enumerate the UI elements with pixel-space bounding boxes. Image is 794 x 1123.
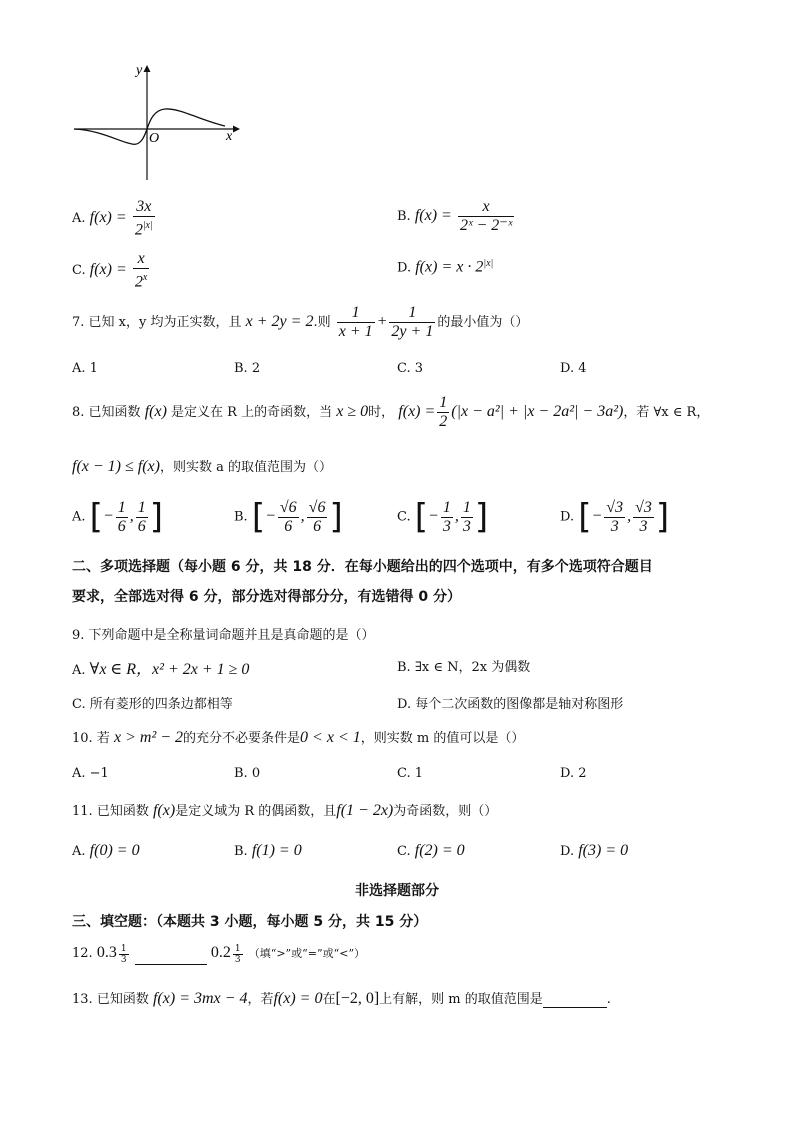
q6-option-a[interactable] [72,198,157,239]
y-axis-label: y [136,63,143,78]
function-expr: f(x) = 3mx − 4 [152,990,248,1007]
den-base: 2 [134,273,143,291]
option-expr: f(x) = [89,209,127,227]
option-letter: A. [72,211,86,227]
left-bracket: [ [578,497,592,537]
question-7 [72,304,528,341]
option-expr: f(x) = [89,261,127,279]
option-letter: C. [397,844,411,859]
question-text: 已知函数 [88,405,141,420]
numerator: x [458,198,514,217]
function-rhs: (|x − a²| + |x − 2a²| − 3a²) [451,403,624,420]
numerator: 1 [439,394,448,411]
answer-blank[interactable] [543,993,607,1008]
denominator: 3 [234,955,241,965]
option-letter: A. [72,663,86,678]
question-number: 11. [72,804,93,819]
right-bracket: ] [474,497,489,537]
numerator: x [133,250,149,269]
numerator: 1 [120,944,127,954]
answer-blank[interactable] [135,950,207,965]
question-text: 为奇函数，则（） [393,804,498,819]
interval-low [116,499,128,536]
option-expr: f(x) = [414,207,452,224]
q8-option-d[interactable]: D. [− $\frac{√3}{3}$ , $\frac{√3}{3}$ ] [560,497,670,537]
denominator: x + 1 [338,323,373,340]
option-letter: B. [234,509,248,525]
left-bracket: [ [251,497,266,537]
option-expr: f(3) = 0 [578,842,629,859]
exponent-2 [233,944,243,965]
numerator: 3x [133,198,155,217]
denominator: 6 [313,517,322,535]
function-lhs: f(x) = [398,403,436,420]
denominator: 3 [610,517,619,535]
q9-option-b[interactable] [397,656,530,675]
x-axis-label: x [226,129,233,144]
denominator: 6 [117,517,126,535]
q6-option-b[interactable] [397,198,516,235]
denominator: 3 [120,955,127,965]
question-number: 13. [72,992,93,1007]
q9-option-d[interactable]: D. 每个二次函数的图像都是轴对称图形 [397,697,624,712]
q7-option-a[interactable]: A. 1 [72,361,98,376]
numerator: 1 [442,498,451,516]
fraction-2 [389,304,435,341]
q10-option-c[interactable]: C. 1 [397,766,424,781]
period: . [606,992,611,1007]
exponent-1 [119,944,129,965]
numerator: 1 [462,498,471,516]
option-letter: A. [72,844,86,859]
option-expr: f(1) = 0 [251,842,302,859]
denominator: 6 [284,517,293,535]
question-text: 是定义在 R 上的奇函数，当 [171,405,333,420]
option-expr: f(2) = 0 [414,842,465,859]
option-expr: f(x) = x · 2 [415,258,484,276]
base-1: 0.3 [96,944,117,961]
numerator: 1 [117,498,126,516]
q11-option-d[interactable] [560,842,628,860]
option-letter: B. [397,660,411,675]
option-letter: D. [397,260,412,276]
q8-option-b[interactable]: B. [− $\frac{√6}{6}$ , $\frac{√6}{6}$ ] [234,497,343,537]
question-number: 12. [72,946,93,961]
option-letter: B. [234,844,248,859]
denominator: 2 [439,413,448,430]
function-expr-2: f(1 − 2x) [336,802,394,819]
denominator [133,217,155,239]
q9-option-a[interactable] [72,656,249,679]
denominator: 2ˣ − 2⁻ˣ [459,217,513,234]
fill-hint: （填“>”或“=”或“<”） [248,947,366,960]
q8-option-c[interactable]: C. [− $\frac{1}{3}$ , $\frac{1}{3}$ ] [397,497,489,537]
numerator: √6 [308,498,326,516]
numerator: √3 [635,498,652,516]
condition-expr: x > m² − 2 [113,729,184,746]
origin-label: O [149,131,160,146]
option-letter: A. [72,509,86,525]
fraction-1 [337,304,375,341]
question-text: .则 [313,315,331,330]
function-expr: f(x) [144,403,167,420]
interval-high [461,499,473,536]
question-text: 已知函数 [96,992,149,1007]
q10-option-a[interactable]: A. −1 [72,766,109,781]
denominator: 3 [442,517,451,535]
function-graph [70,60,240,185]
right-bracket: ] [655,497,670,537]
numerator: 1 [137,498,146,516]
question-text: ，若 [247,992,274,1007]
y-axis-arrow [144,65,151,72]
condition-expr-2: 0 < x < 1 [300,729,361,746]
option-exponent: |x| [483,258,494,269]
question-11 [72,800,497,820]
q11-option-a[interactable] [72,842,140,860]
question-text: 的最小值为（） [437,315,529,330]
question-number: 10. [72,731,93,746]
question-text: 已知 x，y 均为正实数，且 [88,315,242,330]
numerator: √3 [606,498,624,516]
q10-option-b[interactable]: B. 0 [234,766,261,781]
section-3-heading: 三、填空题：（本题共 3 小题，每小题 5 分，共 15 分） [72,914,428,930]
right-bracket: ] [149,497,163,537]
question-text: 在 [322,992,336,1007]
option-expr: f(0) = 0 [89,842,140,859]
section-2-heading-cont: 要求，全部选对得 6 分，部分选对得部分分，有选错得 0 分） [72,589,461,605]
question-text: 若 [96,731,110,746]
option-fraction [458,198,514,235]
interval-low [278,499,299,536]
den-base: 2 [134,221,143,239]
q9-option-c[interactable]: C. 所有菱形的四条边都相等 [72,697,233,712]
numerator: 1 [337,304,375,323]
option-fraction [133,198,155,239]
question-8 [72,394,709,431]
function-expr: f(x) [152,802,176,819]
q10-option-d[interactable]: D. 2 [560,766,587,781]
half-fraction [437,394,449,431]
interval-high [307,499,328,536]
left-bracket: [ [414,497,429,537]
q7-options [72,361,732,389]
numerator: 1 [234,944,241,954]
question-text: 已知函数 [96,804,149,819]
denominator: 3 [462,517,471,535]
question-text: ，则实数 a 的取值范围为（） [159,460,332,475]
question-12 [72,944,365,965]
option-letter: B. [397,209,411,224]
interval-low [604,499,625,536]
interval-expr: [−2, 0] [335,990,380,1007]
q6-option-c[interactable] [72,250,151,291]
interval-high [633,499,654,536]
question-number: 7. [72,315,85,330]
q8-option-a[interactable]: A. [− $\frac{1}{6}$ , $\frac{1}{6}$ ] [72,497,163,537]
q6-option-d[interactable] [397,258,493,276]
q10-options [72,766,732,794]
left-bracket: [ [89,497,103,537]
question-text: 的充分不必要条件是 [183,731,301,746]
option-fraction [133,250,149,291]
part-title: 非选择题部分 [355,883,439,899]
q8-options [72,497,732,543]
question-8-line2 [72,456,332,476]
option-expr: ∀x ∈ R，x² + 2x + 1 ≥ 0 [89,661,250,678]
question-text: ，则实数 m 的值可以是（） [360,731,525,746]
option-letter: C. [72,263,86,279]
q11-options [72,842,732,870]
q7-option-b[interactable]: B. 2 [234,361,261,376]
condition-expr: x + 2y = 2 [245,313,314,330]
plus-sign: + [376,313,388,330]
equation-expr: f(x) = 0 [273,990,323,1007]
question-9: 9. 下列命题中是全称量词命题并且是真命题的是（） [72,628,375,643]
base-2: 0.2 [210,944,231,961]
denominator: 6 [137,517,146,535]
denominator: 3 [639,517,648,535]
numerator: √6 [279,498,297,516]
question-text: 时， [368,405,395,420]
question-text: ，若 ∀x ∈ R， [623,405,710,420]
denominator: 2y + 1 [391,323,434,340]
den-exponent: x [142,272,148,283]
inequality-expr: f(x − 1) ≤ f(x) [72,458,160,475]
option-letter: D. [560,844,575,859]
q11-option-b[interactable] [234,842,302,860]
option-letter: C. [397,509,411,525]
section-2-heading: 二、多项选择题（每小题 6 分，共 18 分．在每小题给出的四个选项中，有多个选项符合题目 [72,559,653,575]
interval-high [136,499,148,536]
interval-low [441,499,453,536]
q7-option-c[interactable]: C. 3 [397,361,424,376]
question-text: 上有解，则 m 的取值范围是 [379,992,543,1007]
q11-option-c[interactable] [397,842,465,860]
den-exponent: |x| [142,220,153,231]
x-axis-arrow [233,126,240,133]
question-number: 8. [72,405,85,420]
numerator: 1 [389,304,435,323]
q7-option-d[interactable]: D. 4 [560,361,587,376]
right-bracket: ] [329,497,343,537]
option-expr: ∃x ∈ N，2x 为偶数 [414,660,531,675]
question-10 [72,727,524,747]
denominator [133,269,149,291]
question-text: 是定义域为 R 的偶函数，且 [175,804,337,819]
question-13 [72,988,611,1008]
condition-expr: x ≥ 0 [336,403,369,420]
option-letter: D. [560,509,575,525]
